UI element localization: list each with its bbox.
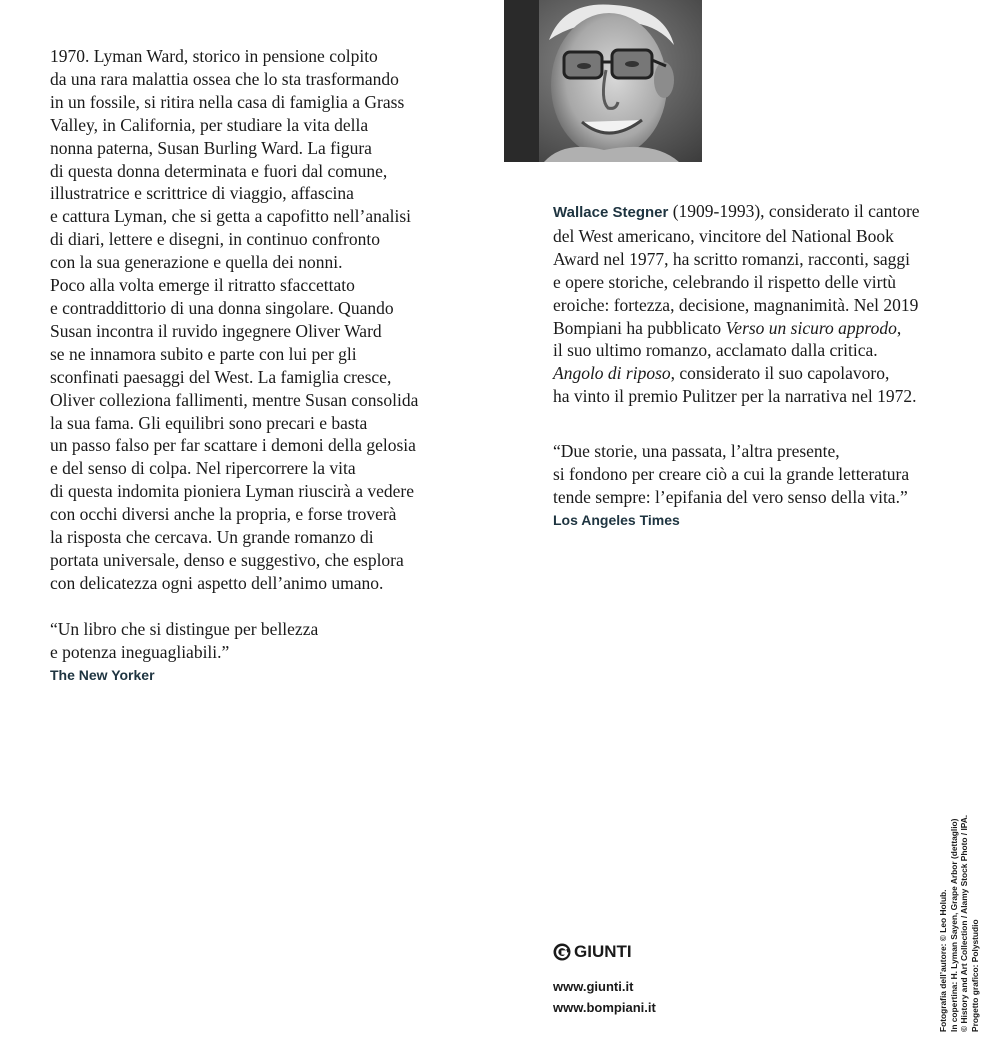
author-bio	[553, 200, 973, 408]
quote-source: Los Angeles Times	[553, 511, 680, 528]
synopsis-line: Valley, in California, per studiare la vita della	[50, 114, 369, 135]
synopsis-line: di questa indomita pioniera Lyman riuscirà a vedere	[50, 481, 414, 502]
synopsis-line: nonna paterna, Susan Burling Ward. La figura	[50, 137, 372, 158]
book-title: Angolo di riposo	[553, 363, 671, 384]
bio-text: , considerato il suo capolavoro,	[670, 363, 890, 384]
book-title: Verso un sicuro approdo	[725, 317, 897, 338]
quote-line: e potenza ineguagliabili.”	[50, 641, 230, 662]
quote-line: tende sempre: l’epifania del vero senso della vita.”	[553, 486, 908, 507]
synopsis-text	[50, 45, 490, 595]
quote-source: The New Yorker	[50, 666, 155, 683]
synopsis-line: un passo falso per far scattare i demoni della gelosia	[50, 435, 416, 456]
quote-new-yorker	[50, 618, 490, 686]
bio-line: e opere storiche, celebrando il rispetto delle virtù	[553, 271, 897, 292]
synopsis-line: portata universale, denso e suggestivo, che esplora	[50, 549, 404, 570]
synopsis-line: e del senso di colpa. Nel ripercorrere la vita	[50, 458, 356, 479]
synopsis-line: se ne innamora subito e parte con lui per gli	[50, 343, 357, 364]
bio-line: il suo ultimo romanzo, acclamato dalla critica.	[553, 340, 878, 361]
quote-los-angeles-times	[553, 440, 973, 531]
bio-line: del West americano, vincitore del National Book	[553, 225, 894, 246]
synopsis-line: Poco alla volta emerge il ritratto sfaccettato	[50, 275, 355, 296]
author-photo	[504, 0, 702, 162]
bio-text: Bompiani ha pubblicato	[553, 317, 726, 338]
credit-line: In copertina: H. Lyman Sayen, Grape Arbor (dettaglio)	[948, 818, 959, 1032]
quote-line: si fondono per creare ciò a cui la grande letteratura	[553, 463, 910, 484]
giunti-logo	[553, 940, 632, 964]
quote-line: “Un libro che si distingue per bellezza	[50, 619, 319, 639]
bio-line	[553, 362, 973, 385]
synopsis-line: in un fossile, si ritira nella casa di famiglia a Grass	[50, 91, 405, 112]
publisher-websites	[553, 976, 656, 1018]
synopsis-line: con occhi diversi anche la propria, e forse troverà	[50, 504, 397, 525]
author-name: Wallace Stegner	[553, 204, 669, 221]
synopsis-line: Susan incontra il ruvido ingegnere Oliver Ward	[50, 320, 382, 341]
synopsis-line: con delicatezza ogni aspetto dell’animo umano.	[50, 572, 384, 593]
synopsis-line: Oliver colleziona fallimenti, mentre Susan consolida	[50, 389, 419, 410]
bio-line: Award nel 1977, ha scritto romanzi, racconti, saggi	[553, 248, 911, 269]
logo-text: GIUNTI	[574, 942, 632, 961]
credit-line: Progetto grafico: Polystudio	[969, 919, 980, 1032]
bio-line: eroiche: fortezza, decisione, magnanimità. Nel 2019	[553, 294, 919, 315]
synopsis-line: di questa donna determinata e fuori dal comune,	[50, 160, 388, 181]
quote-line: “Due storie, una passata, l’altra presente,	[553, 441, 840, 461]
synopsis-line: e cattura Lyman, che si getta a capofitto nell’analisi	[50, 206, 412, 227]
synopsis-line: con la sua generazione e quella dei nonni.	[50, 252, 343, 273]
credit-line: Fotografia dell’autore: © Leo Holub.	[938, 889, 948, 1032]
synopsis-line: la risposta che cercava. Un grande romanzo di	[50, 527, 374, 548]
giunti-logo-icon	[553, 943, 571, 961]
credit-line: © History and Art Collection / Alamy Stock Photo / IPA.	[959, 814, 969, 1032]
synopsis-line: e contraddittorio di una donna singolare. Quando	[50, 297, 394, 318]
synopsis-line: di diari, lettere e disegni, in continuo confronto	[50, 229, 380, 250]
website-bompiani-link[interactable]: www.bompiani.it	[553, 1000, 656, 1015]
synopsis-line: sconfinati paesaggi del West. La famiglia cresce,	[50, 366, 392, 387]
website-giunti-link[interactable]: www.giunti.it	[553, 979, 634, 994]
bio-line: ha vinto il premio Pulitzer per la narrativa nel 1972.	[553, 386, 917, 407]
bio-line	[553, 317, 973, 340]
bio-line	[553, 200, 973, 225]
bio-text: (1909-1993), considerato il cantore	[668, 201, 920, 221]
image-credits	[938, 807, 980, 1032]
synopsis-line: 1970. Lyman Ward, storico in pensione colpito	[50, 46, 378, 66]
synopsis-line: la sua fama. Gli equilibri sono precari e basta	[50, 412, 368, 433]
synopsis-line: da una rara malattia ossea che lo sta trasformando	[50, 68, 399, 89]
author-portrait-illustration	[504, 0, 702, 162]
bio-text: ,	[896, 317, 902, 338]
synopsis-line: illustratrice e scrittrice di viaggio, affascina	[50, 183, 354, 204]
